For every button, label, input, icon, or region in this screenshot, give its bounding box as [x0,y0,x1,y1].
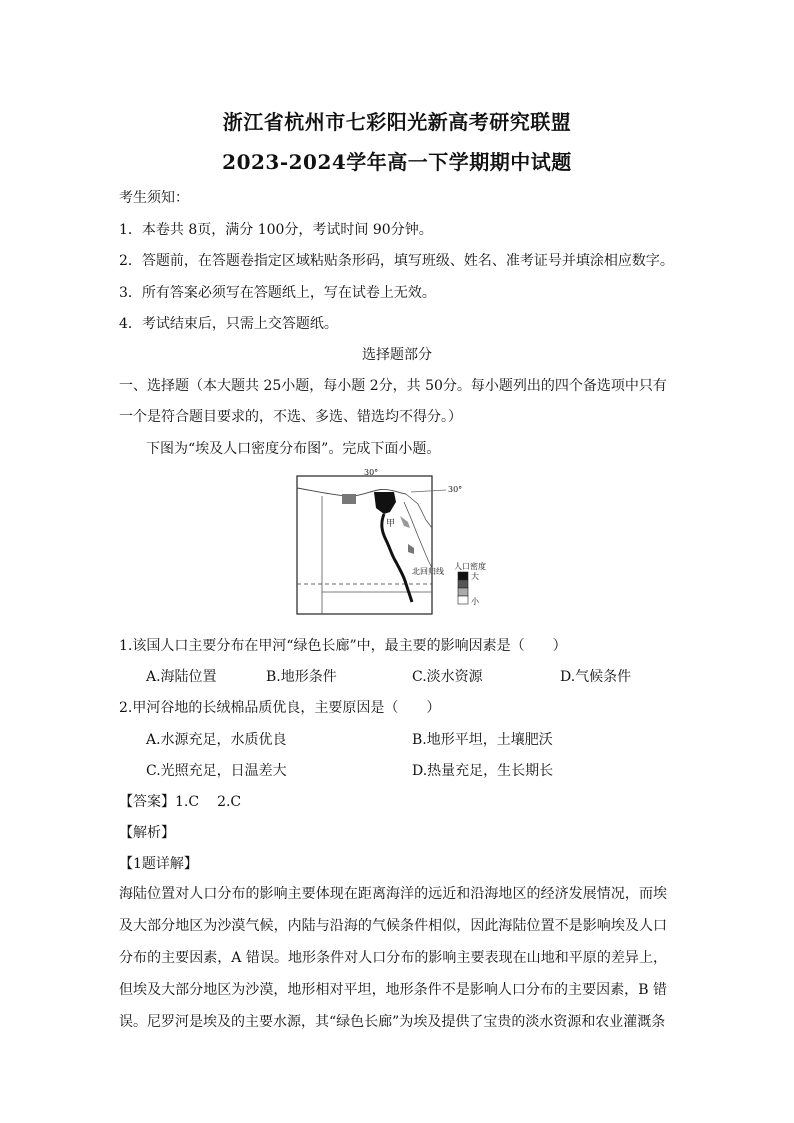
q2-option-a: A.水源充足，水质优良 [146,732,287,748]
part1-intro-line2: 一个是符合题目要求的，不选、多选、错选均不得分。） [119,409,462,425]
legend-high-label: 大 [471,572,479,581]
section-title: 选择题部分 [362,347,432,363]
q1-option-c: C.淡水资源 [412,669,483,685]
exam-title-line2: 2023-2024学年高一下学期期中试题 [222,150,572,174]
answer-q1: 1.C [175,794,200,810]
q1-option-d: D.气候条件 [560,669,632,685]
q2-option-b: B.地形平坦，土壤肥沃 [412,732,553,748]
q2-option-c: C.光照充足，日温差大 [146,763,287,779]
detail-label: 【1题详解】 [119,856,198,872]
q2-option-d: D.热量充足，生长期长 [412,763,554,779]
q1-stem: 1.该国人口主要分布在甲河“绿色长廊”中，最主要的影响因素是（ ） [119,638,567,654]
egypt-population-density-map [296,468,486,618]
part1-intro-line1: 一、选择题（本大题共 25小题，每小题 2分，共 50分。每小题列出的四个备选项中只有 [119,378,667,394]
q2-stem: 2.甲河谷地的长绒棉品质优良，主要原因是（ ） [119,700,441,716]
answer-line [119,791,241,811]
notice-item: 2．答题前，在答题卷指定区域粘贴条形码，填写班级、姓名、准考证号并填涂相应数字。 [119,253,674,269]
map-intro: 下图为“埃及人口密度分布图”。完成下面小题。 [146,441,441,457]
legend-swatch-min [458,596,468,604]
q1-option-a: A.海陆位置 [146,669,217,685]
lat-top-label: 30° [364,468,379,477]
q1-option-b: B.地形条件 [266,669,337,685]
legend-low-label: 小 [471,597,479,606]
legend-swatch-high [458,572,468,580]
answer-label: 【答案】 [119,794,175,810]
notice-item: 1．本卷共 8页，满分 100分，考试时间 90分钟。 [119,222,433,238]
legend-swatch-low [458,588,468,596]
legend-title: 人口密度 [454,562,486,571]
river-label: 甲 [386,519,396,529]
notice-item: 3．所有答案必须写在答题纸上，写在试卷上无效。 [119,285,436,301]
answer-q2: 2.C [217,794,242,810]
tropic-label: 北回归线 [412,567,444,576]
notice-item: 4．考试结束后，只需上交答题纸。 [119,316,338,332]
analysis-label: 【解析】 [119,825,175,841]
legend-swatch-mid [458,580,468,588]
detail-text: 海陆位置对人口分布的影响主要体现在距离海洋的远近和沿海地区的经济发展情况，而埃及大部分地区为沙漠气候，内陆与沿海的气候条件相似，因此海陆位置不是影响埃及人口分布的主要因素，A 错误。地形条件对人口分布的影响主要表现在山地和平原的差异上，但埃及大部分地区为沙漠，地形相对平坦，地形条件不是影响人口分布的主要因素，B 错误。尼罗河是埃及的主要水源，其“绿色长廊”为埃及提供了宝贵的淡水资源和农业灌溉条 [119,886,667,1030]
exam-title-line1: 浙江省杭州市七彩阳光新高考研究联盟 [222,110,572,134]
notice-heading: 考生须知： [119,190,189,206]
lat-right-label: 30° [448,485,463,494]
